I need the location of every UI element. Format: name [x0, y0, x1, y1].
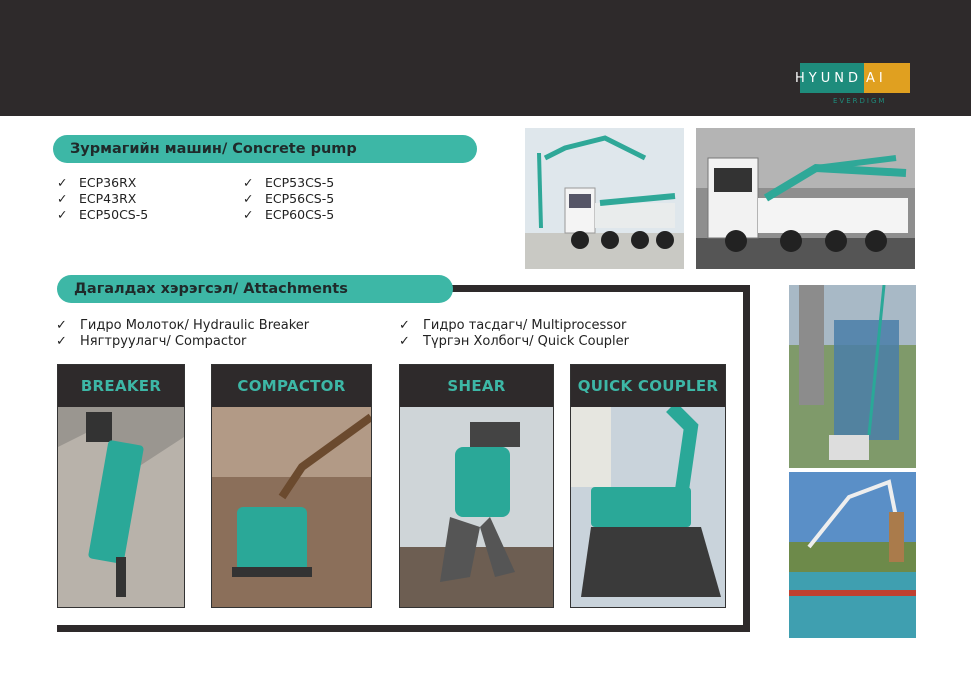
concrete-pump-heading: Зурмагийн машин/ Concrete pump [53, 135, 477, 163]
model-name: ECP60CS-5 [265, 207, 335, 222]
attachments-list-col2 [399, 318, 629, 350]
logo-left-text: HYUND [800, 63, 864, 93]
concrete-pump-truck-photo-1 [525, 128, 684, 269]
attachment-name: Нягтруулагч/ Compactor [80, 334, 247, 349]
pump-tower-photo [789, 285, 916, 468]
check-icon: ✓ [57, 207, 68, 222]
card-title: QUICK COUPLER [571, 365, 725, 407]
model-name: ECP43RX [79, 191, 137, 206]
model-name: ECP53CS-5 [265, 175, 335, 190]
pump-models-col1 [57, 175, 148, 223]
quick-coupler-photo [571, 407, 725, 607]
breaker-photo [58, 407, 184, 607]
check-icon: ✓ [57, 191, 68, 206]
quick-coupler-card [570, 364, 726, 608]
check-icon: ✓ [57, 175, 68, 190]
shear-card [399, 364, 554, 608]
list-item [57, 191, 148, 207]
pump-models-col2 [243, 175, 334, 223]
check-icon: ✓ [56, 318, 67, 333]
card-title: COMPACTOR [212, 365, 371, 407]
model-name: ECP56CS-5 [265, 191, 335, 206]
list-item [57, 175, 148, 191]
frame-top-border [450, 285, 750, 292]
check-icon: ✓ [243, 191, 254, 206]
frame-bottom-border [57, 625, 750, 632]
list-item [243, 191, 334, 207]
attachments-heading: Дагалдах хэрэгсэл/ Attachments [57, 275, 453, 303]
attachment-name: Гидро тасдагч/ Multiprocessor [423, 318, 627, 333]
list-item [56, 334, 309, 350]
pump-bridge-photo [789, 472, 916, 638]
attachments-list-col1 [56, 318, 309, 350]
list-item [243, 175, 334, 191]
frame-right-border [743, 285, 750, 632]
compactor-card [211, 364, 372, 608]
list-item [243, 207, 334, 223]
check-icon: ✓ [399, 318, 410, 333]
shear-photo [400, 407, 553, 607]
header-bar [0, 0, 971, 116]
check-icon: ✓ [243, 207, 254, 222]
model-name: ECP36RX [79, 175, 137, 190]
hyundai-logo [795, 63, 910, 93]
logo-right-text: AI [864, 63, 910, 93]
compactor-photo [212, 407, 371, 607]
logo-subtitle: EVERDIGM [833, 97, 887, 105]
check-icon: ✓ [56, 334, 67, 349]
attachment-name: Гидро Молоток/ Hydraulic Breaker [80, 318, 310, 333]
concrete-pump-truck-photo-2 [696, 128, 915, 269]
list-item [399, 318, 629, 334]
model-name: ECP50CS-5 [79, 207, 149, 222]
attachment-name: Түргэн Холбогч/ Quick Coupler [423, 334, 630, 349]
breaker-card [57, 364, 185, 608]
list-item [56, 318, 309, 334]
card-title: BREAKER [58, 365, 184, 407]
list-item [57, 207, 148, 223]
check-icon: ✓ [399, 334, 410, 349]
card-title: SHEAR [400, 365, 553, 407]
check-icon: ✓ [243, 175, 254, 190]
list-item [399, 334, 629, 350]
